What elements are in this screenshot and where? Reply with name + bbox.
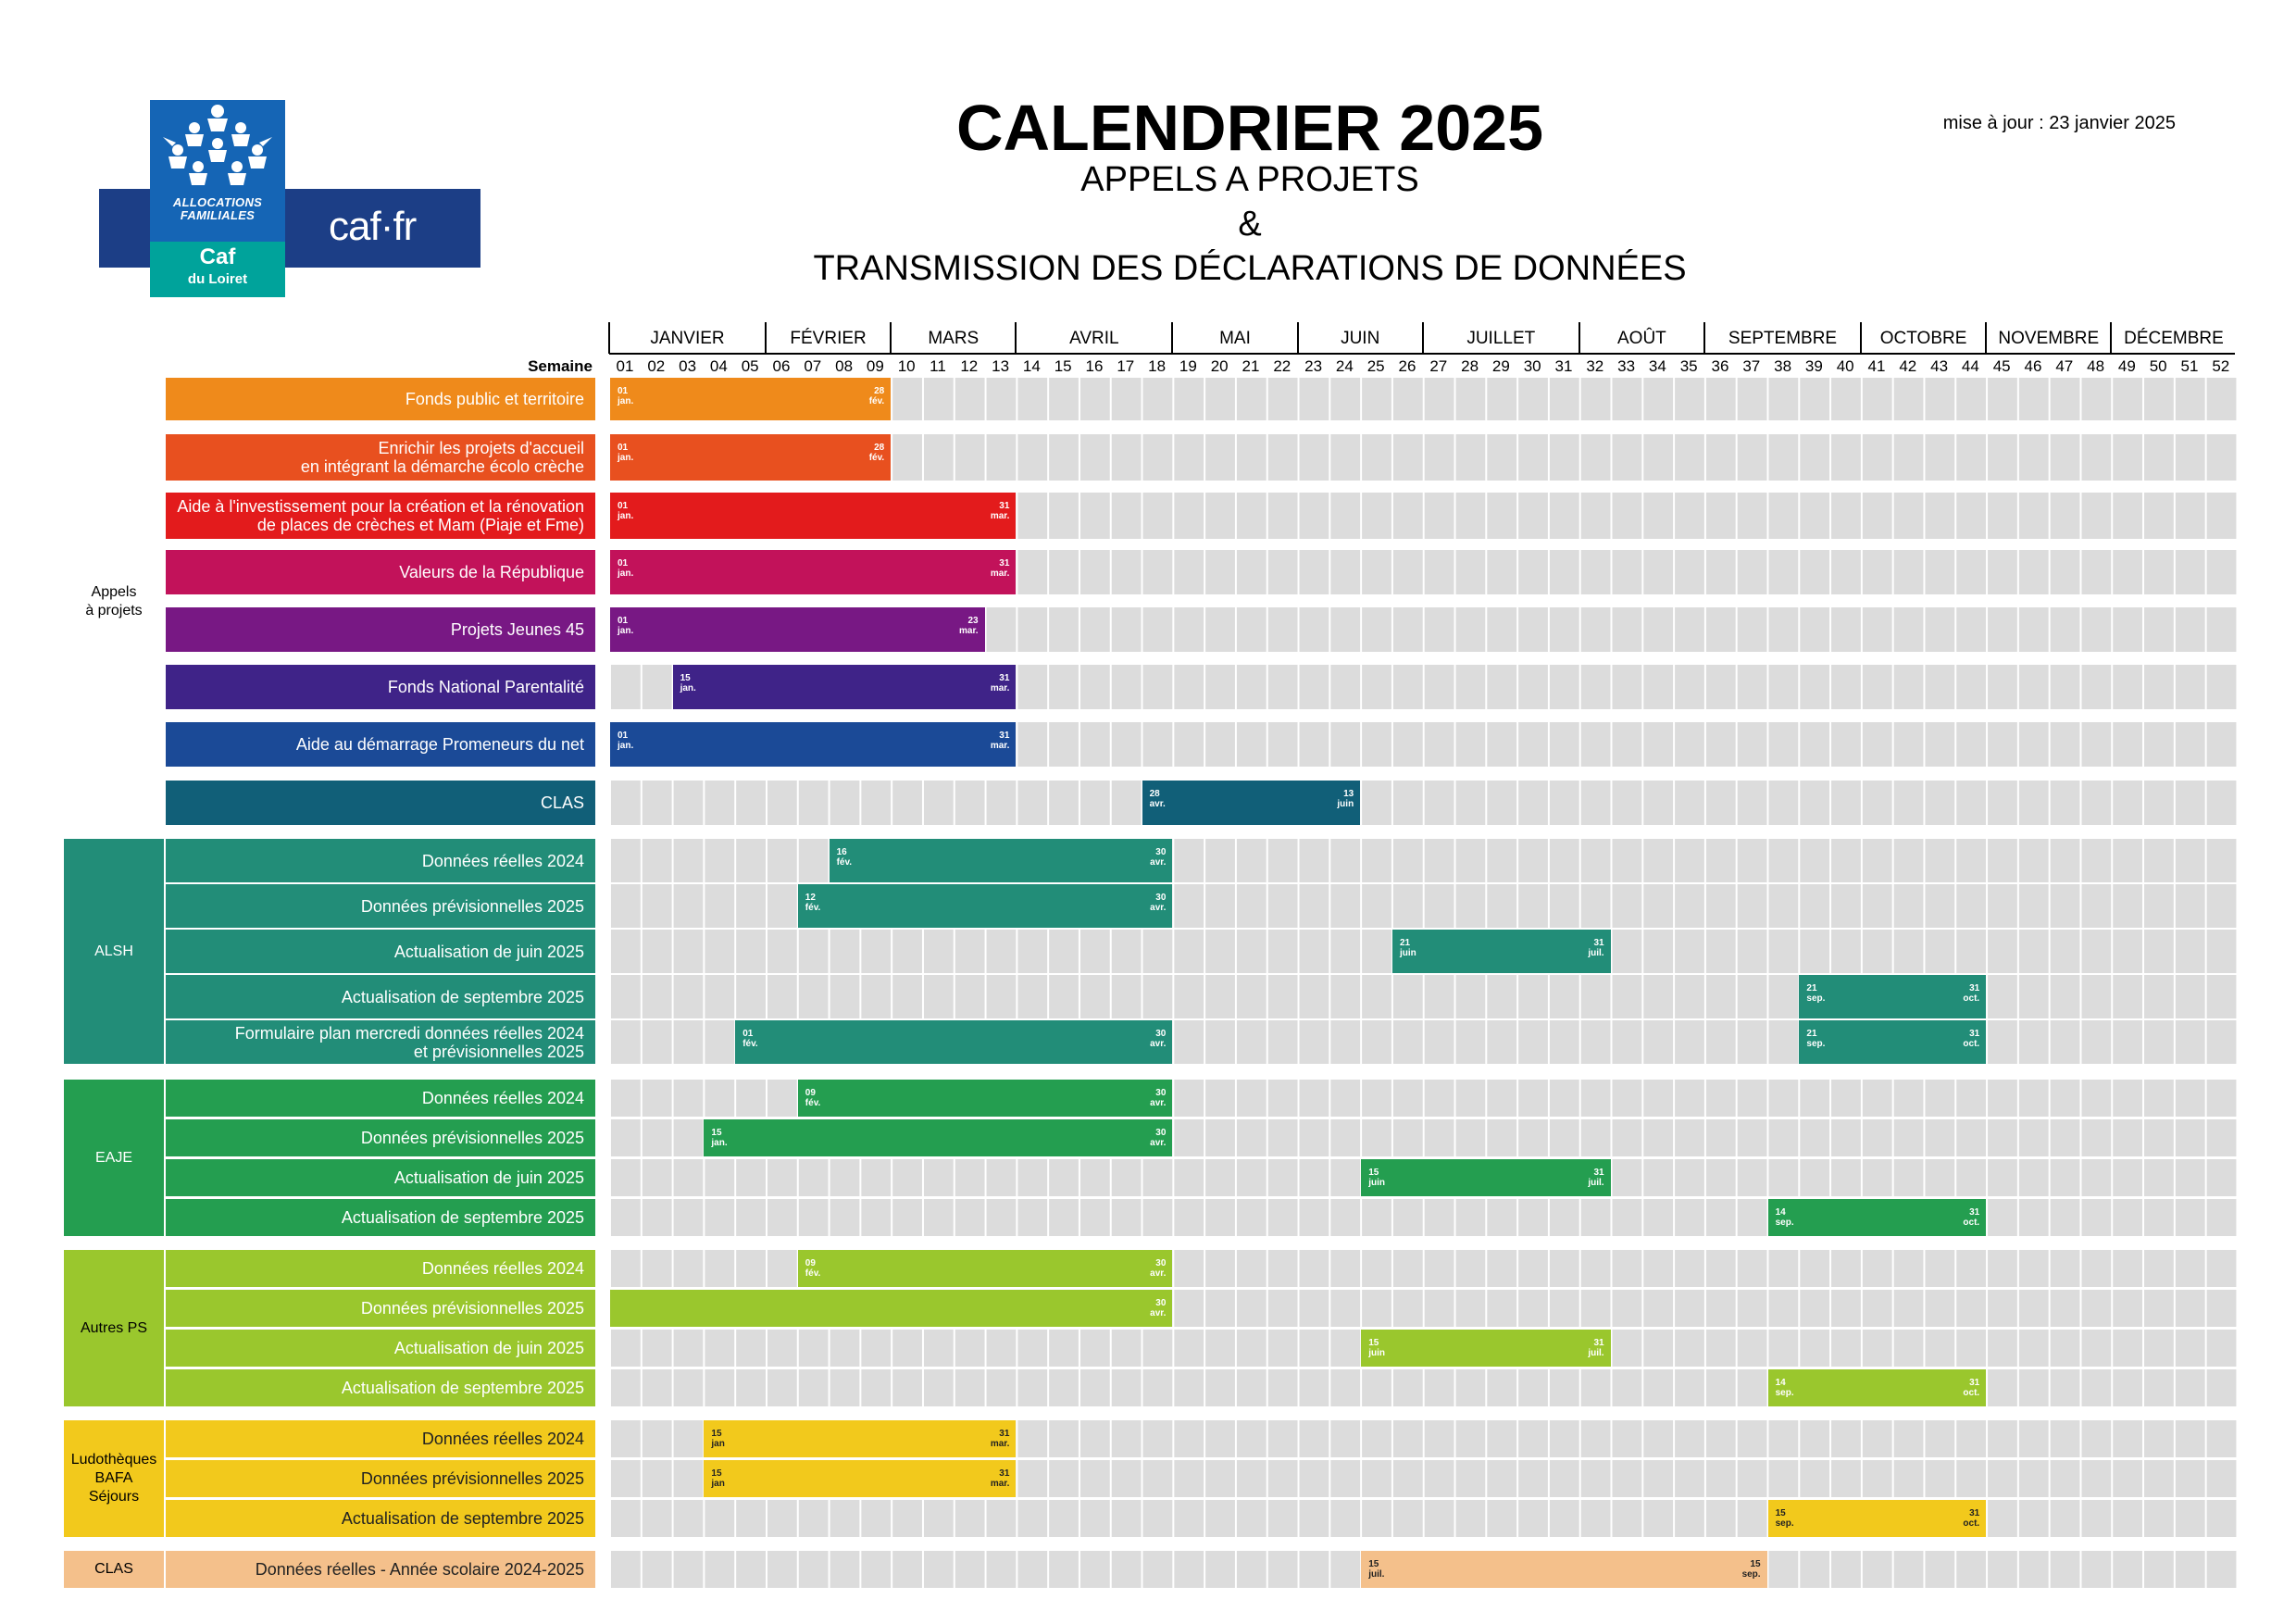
bar-start-date: 15 juin — [1368, 1338, 1385, 1358]
month-label: MAI — [1219, 329, 1251, 348]
update-date: mise à jour : 23 janvier 2025 — [1942, 113, 2176, 133]
week-number: 26 — [1398, 357, 1416, 375]
row-label-text: Fonds public et territoire — [405, 390, 584, 408]
bar-start-date: 12 fév. — [805, 893, 821, 913]
row-label-text: Données réelles - Année scolaire 2024-2025 — [255, 1560, 584, 1579]
row-label-text: Valeurs de la République — [399, 563, 584, 581]
bar-end-date: 13 juin — [1337, 789, 1354, 809]
logo-loiret: du Loiret — [187, 271, 248, 287]
bar-start-date: 01 jan. — [618, 616, 634, 636]
bar-start-date: 21 sep. — [1806, 983, 1826, 1004]
timeline-bar — [704, 1119, 1172, 1156]
bar-end-date: 31 juil. — [1588, 1168, 1604, 1188]
bar-start-date: 01 jan. — [618, 501, 634, 521]
bar-end-date: 30 avr. — [1150, 1128, 1167, 1148]
bar-end-date: 30 avr. — [1150, 1029, 1167, 1049]
family-figures-icon — [150, 100, 285, 196]
group-label — [64, 1420, 164, 1537]
row-label-text: Données prévisionnelles 2025 — [360, 896, 584, 916]
subtitle-1: APPELS A PROJETS — [1080, 160, 1419, 199]
bar-end-date: 31 oct. — [1963, 1378, 1980, 1398]
timeline-bar — [798, 884, 1173, 928]
month-separator — [1015, 322, 1017, 354]
row-label — [166, 781, 595, 825]
row-label-text: Actualisation de juin 2025 — [393, 942, 584, 961]
week-number: 18 — [1148, 357, 1167, 375]
timeline-bar — [610, 550, 1016, 594]
bar-start-date: 15 jan. — [711, 1128, 728, 1148]
timeline-bar — [610, 607, 985, 652]
row-label-text: Actualisation de septembre 2025 — [341, 1208, 584, 1227]
row-label — [166, 1250, 595, 1287]
week-number: 09 — [866, 357, 884, 375]
row-label — [166, 975, 595, 1018]
month-label: OCTOBRE — [1879, 329, 1967, 348]
week-number: 10 — [897, 357, 916, 375]
bar-end-date: 31 mar. — [990, 673, 1010, 693]
row-label — [166, 1020, 595, 1064]
logo-caf: Caf — [199, 244, 236, 269]
bar-end-date: 31 oct. — [1963, 1207, 1980, 1228]
logo-top-panel — [150, 100, 285, 242]
group-label-text: Autres PS — [80, 1319, 148, 1336]
week-number: 15 — [1054, 357, 1072, 375]
week-number: 20 — [1210, 357, 1229, 375]
month-label: AOÛT — [1617, 329, 1666, 348]
month-header-rule — [609, 353, 2235, 355]
timeline-bar — [798, 1250, 1173, 1287]
row-label — [166, 665, 595, 709]
week-number: 04 — [709, 357, 728, 375]
group-label — [64, 378, 164, 825]
bar-end-date: 31 mar. — [990, 731, 1010, 751]
timeline-bar — [1361, 1159, 1610, 1196]
row-label — [166, 434, 595, 481]
month-separator — [890, 322, 892, 354]
week-number: 37 — [1742, 357, 1761, 375]
bar-end-date: 31 oct. — [1963, 983, 1980, 1004]
week-number: 08 — [835, 357, 854, 375]
bar-start-date: 16 fév. — [836, 847, 853, 868]
timeline-bar — [704, 1420, 1016, 1457]
week-number: 01 — [616, 357, 634, 375]
week-number: 44 — [1961, 357, 1979, 375]
row-label — [166, 930, 595, 973]
row-label-text: Fonds National Parentalité — [387, 678, 584, 696]
week-number: 11 — [930, 357, 946, 375]
month-separator — [1985, 322, 1987, 354]
page-title: CALENDRIER 2025 — [955, 92, 1544, 164]
group-label-text: Ludothèques BAFA Séjours — [70, 1452, 157, 1505]
week-number: 46 — [2024, 357, 2042, 375]
logo-bottom-panel — [150, 242, 285, 297]
row-label-text: Données prévisionnelles 2025 — [360, 1469, 584, 1488]
subtitle-2: & — [1238, 205, 1262, 244]
row-label — [166, 839, 595, 882]
week-number: 41 — [1867, 357, 1886, 375]
bar-end-date: 30 avr. — [1150, 893, 1167, 913]
bar-end-date: 31 juil. — [1588, 938, 1604, 958]
bar-start-date: 15 jan — [711, 1429, 725, 1449]
timeline-bar — [704, 1460, 1016, 1497]
timeline-bar — [610, 1290, 1172, 1327]
month-label: SEPTEMBRE — [1728, 329, 1838, 348]
timeline-bar — [610, 378, 891, 420]
row-label — [166, 493, 595, 539]
row-label — [166, 1080, 595, 1117]
month-separator — [1860, 322, 1862, 354]
group-label-text: CLAS — [94, 1561, 133, 1577]
row-label-text: Données réelles 2024 — [421, 1430, 584, 1448]
bar-end-date: 15 sep. — [1741, 1559, 1761, 1580]
timeline-bar — [1392, 930, 1611, 973]
week-number: 30 — [1523, 357, 1541, 375]
timeline-bar — [1361, 1551, 1766, 1588]
month-label: JANVIER — [650, 329, 725, 348]
bar-end-date: 31 juil. — [1588, 1338, 1604, 1358]
week-number: 05 — [741, 357, 759, 375]
month-label: JUIN — [1341, 329, 1380, 348]
group-label-text: Appels à projets — [85, 583, 143, 618]
week-number: 17 — [1117, 357, 1135, 375]
week-number: 07 — [804, 357, 822, 375]
week-number: 34 — [1648, 357, 1666, 375]
logo-line-1: ALLOCATIONS — [172, 195, 263, 209]
week-number: 38 — [1774, 357, 1792, 375]
week-number: 19 — [1179, 357, 1197, 375]
row-label-text: Données réelles 2024 — [421, 1089, 584, 1107]
row-label — [166, 607, 595, 652]
bar-end-date: 31 mar. — [990, 558, 1010, 579]
group-label — [64, 1250, 164, 1406]
week-number: 31 — [1554, 357, 1573, 375]
logo-line-2: FAMILIALES — [180, 208, 256, 222]
bar-end-date: 28 fév. — [868, 386, 885, 406]
bar-start-date: 14 sep. — [1775, 1207, 1794, 1228]
row-label — [166, 1159, 595, 1196]
row-label — [166, 550, 595, 594]
week-number: 35 — [1679, 357, 1698, 375]
timeline-bar — [1768, 1199, 1987, 1236]
timeline-bar — [1361, 1330, 1610, 1367]
row-label-text: Actualisation de septembre 2025 — [341, 987, 584, 1006]
bar-end-date: 30 avr. — [1150, 1298, 1167, 1318]
row-label-text: Projets Jeunes 45 — [450, 620, 584, 639]
row-label-text: Actualisation de septembre 2025 — [341, 1379, 584, 1397]
grid-row — [609, 975, 2237, 1018]
month-separator — [2110, 322, 2112, 354]
week-number: 42 — [1899, 357, 1917, 375]
timeline-bar — [610, 434, 891, 481]
week-number: 45 — [1992, 357, 2011, 375]
week-number: 49 — [2117, 357, 2136, 375]
timeline-bar — [1799, 975, 1986, 1018]
grid-row — [609, 1369, 2237, 1406]
week-number: 06 — [772, 357, 791, 375]
bar-end-date: 31 mar. — [990, 501, 1010, 521]
timeline-bar — [798, 1080, 1173, 1117]
grid-row — [609, 1500, 2237, 1537]
week-number: 40 — [1836, 357, 1854, 375]
row-label — [166, 1330, 595, 1367]
row-label-text: Données réelles 2024 — [421, 1259, 584, 1278]
bar-start-date: 28 avr. — [1149, 789, 1166, 809]
row-label-text: Formulaire plan mercredi données réelles 2024 et prévisionnelles 2025 — [234, 1023, 584, 1061]
bar-end-date: 23 mar. — [959, 616, 979, 636]
row-label-text: Aide à l'investissement pour la création et la rénovation de places de crèches et Mam (Piaje et Fme) — [177, 497, 584, 534]
week-number: 16 — [1085, 357, 1104, 375]
row-label — [166, 378, 595, 420]
row-label-text: Données prévisionnelles 2025 — [360, 1299, 584, 1318]
month-separator — [1703, 322, 1705, 354]
week-number: 47 — [2055, 357, 2074, 375]
bar-start-date: 21 sep. — [1806, 1029, 1826, 1049]
bar-start-date: 15 sep. — [1775, 1508, 1794, 1529]
week-number: 27 — [1429, 357, 1448, 375]
row-label — [166, 722, 595, 767]
bar-start-date: 15 jan — [711, 1468, 725, 1489]
bar-start-date: 14 sep. — [1775, 1378, 1794, 1398]
week-number: 02 — [647, 357, 666, 375]
row-label-text: Actualisation de juin 2025 — [393, 1168, 584, 1187]
week-number: 32 — [1586, 357, 1604, 375]
week-number: 24 — [1335, 357, 1354, 375]
month-label: AVRIL — [1069, 329, 1119, 348]
row-label — [166, 1460, 595, 1497]
week-number: 50 — [2149, 357, 2167, 375]
week-number: 22 — [1273, 357, 1292, 375]
timeline-bar — [610, 722, 1016, 767]
month-label: DÉCEMBRE — [2124, 329, 2224, 348]
week-number: 39 — [1804, 357, 1823, 375]
month-label: MARS — [928, 329, 980, 348]
week-number: 21 — [1242, 357, 1260, 375]
month-label: FÉVRIER — [790, 329, 867, 348]
week-number: 13 — [992, 357, 1010, 375]
row-label — [166, 1199, 595, 1236]
week-number: 14 — [1022, 357, 1041, 375]
bar-start-date: 01 jan. — [618, 731, 634, 751]
bar-start-date: 09 fév. — [805, 1258, 821, 1279]
week-number: 36 — [1711, 357, 1729, 375]
row-label — [166, 1290, 595, 1327]
week-number: 29 — [1491, 357, 1510, 375]
row-label-text: Actualisation de juin 2025 — [393, 1339, 584, 1357]
row-label-text: CLAS — [540, 793, 584, 812]
bar-start-date: 15 jan. — [680, 673, 696, 693]
caf-website-logo: caf·fr — [329, 204, 417, 249]
week-number: 43 — [1930, 357, 1949, 375]
bar-start-date: 01 jan. — [618, 443, 634, 463]
timeline-bar — [1768, 1500, 1987, 1537]
timeline-bar — [610, 493, 1016, 539]
month-separator — [1578, 322, 1580, 354]
bar-end-date: 31 oct. — [1963, 1029, 1980, 1049]
bar-end-date: 30 avr. — [1150, 1088, 1167, 1108]
row-label — [166, 1369, 595, 1406]
row-label-text: Données réelles 2024 — [421, 851, 584, 870]
bar-end-date: 30 avr. — [1150, 847, 1167, 868]
month-separator — [1171, 322, 1173, 354]
group-label — [64, 839, 164, 1064]
month-separator — [1422, 322, 1424, 354]
bar-start-date: 09 fév. — [805, 1088, 821, 1108]
row-label-text: Actualisation de septembre 2025 — [341, 1509, 584, 1528]
week-number: 51 — [2180, 357, 2199, 375]
month-separator — [1297, 322, 1299, 354]
caf-logo — [150, 100, 285, 297]
month-separator — [608, 322, 610, 354]
bar-end-date: 28 fév. — [868, 443, 885, 463]
bar-start-date: 15 juil. — [1368, 1559, 1385, 1580]
row-label-text: Enrichir les projets d'accueil en intégrant la démarche écolo crèche — [300, 439, 584, 476]
row-label-text: Aide au démarrage Promeneurs du net — [295, 735, 584, 754]
month-label: JUILLET — [1466, 329, 1536, 348]
timeline-bar — [673, 665, 1017, 709]
week-number: 03 — [679, 357, 697, 375]
timeline-bar — [1768, 1369, 1987, 1406]
bar-end-date: 30 avr. — [1150, 1258, 1167, 1279]
group-label — [64, 1080, 164, 1236]
group-label — [64, 1551, 164, 1588]
row-label — [166, 884, 595, 928]
bar-start-date: 01 jan. — [618, 558, 634, 579]
week-number: 48 — [2087, 357, 2105, 375]
week-number: 25 — [1366, 357, 1385, 375]
week-number: 12 — [960, 357, 979, 375]
timeline-bar — [1142, 781, 1361, 825]
timeline-bar — [1799, 1020, 1986, 1064]
row-label — [166, 1420, 595, 1457]
row-label — [166, 1119, 595, 1156]
week-row-label: Semaine — [528, 357, 593, 375]
group-label-text: ALSH — [94, 943, 133, 959]
month-separator — [765, 322, 767, 354]
row-label — [166, 1500, 595, 1537]
bar-start-date: 15 juin — [1368, 1168, 1385, 1188]
bar-end-date: 31 mar. — [990, 1429, 1010, 1449]
row-label-text: Données prévisionnelles 2025 — [360, 1129, 584, 1147]
week-number: 52 — [2212, 357, 2230, 375]
bar-end-date: 31 mar. — [990, 1468, 1010, 1489]
month-label: NOVEMBRE — [1998, 329, 2100, 348]
grid-row — [609, 1199, 2237, 1236]
week-number: 33 — [1617, 357, 1636, 375]
group-label-text: EAJE — [94, 1149, 132, 1166]
week-number: 28 — [1461, 357, 1479, 375]
bar-end-date: 31 oct. — [1963, 1508, 1980, 1529]
bar-start-date: 21 juin — [1400, 938, 1416, 958]
row-label — [166, 1551, 595, 1588]
subtitle-3: TRANSMISSION DES DÉCLARATIONS DE DONNÉES — [813, 249, 1687, 288]
timeline-bar — [735, 1020, 1172, 1064]
timeline-bar — [830, 839, 1173, 882]
bar-start-date: 01 fév. — [742, 1029, 758, 1049]
grid-row — [609, 781, 2237, 825]
week-number: 23 — [1304, 357, 1323, 375]
bar-start-date: 01 jan. — [618, 386, 634, 406]
